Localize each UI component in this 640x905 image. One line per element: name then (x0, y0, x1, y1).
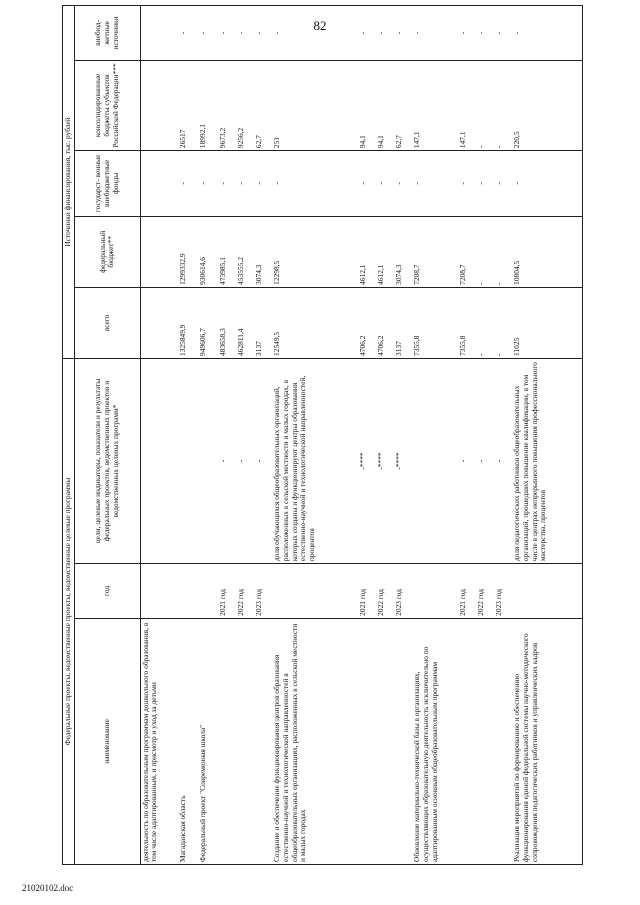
row-year: 2023 год (494, 564, 512, 619)
col-header-total: всего (74, 287, 140, 358)
table-row (236, 6, 254, 865)
row-goal: -**** (394, 358, 412, 563)
row-name (476, 618, 494, 864)
row-total: 4706,2 (358, 287, 376, 358)
row-state-funds (140, 151, 178, 217)
row-regional: 251 (272, 60, 358, 150)
row-name: Создание и обеспечение функционирования центров образования естественно-научной и технологической направленностей в общеобразовательных организациях, расположенных в сельской местности и малых городах (272, 618, 358, 864)
row-state-funds: - (272, 151, 358, 217)
row-goal: -**** (358, 358, 376, 563)
row-total: 1325849,9 (178, 287, 198, 358)
col-header-name: наименование (74, 618, 140, 864)
row-total: 3137 (254, 287, 272, 358)
row-total: - (494, 287, 512, 358)
row-extra: - (236, 6, 254, 61)
row-total: 949606,7 (198, 287, 218, 358)
row-extra (140, 6, 178, 61)
row-name (218, 618, 236, 864)
row-regional: - (494, 60, 512, 150)
page-number: 82 (313, 18, 327, 33)
row-state-funds: - (412, 151, 458, 217)
row-federal: 3074,3 (254, 216, 272, 287)
row-federal: 10804,5 (512, 216, 582, 287)
row-name: Обновление материально-технической базы в организациях, осуществляющих образовательную деятельность исключительно по адаптированным основным общеобразовательным программам (412, 618, 458, 864)
row-total: - (476, 287, 494, 358)
row-state-funds: - (458, 151, 476, 217)
row-extra: - (254, 6, 272, 61)
row-total: 4706,2 (376, 287, 394, 358)
header-group-projects: Федеральные проекты, ведомственные проекты, ведомственные целевые программы (63, 358, 75, 864)
row-year (198, 564, 218, 619)
row-name (458, 618, 476, 864)
table-row (412, 6, 458, 865)
row-extra: - (178, 6, 198, 61)
row-extra: - (198, 6, 218, 61)
row-year: 2021 год (458, 564, 476, 619)
row-year: 2021 год (358, 564, 376, 619)
row-state-funds: - (358, 151, 376, 217)
row-name (236, 618, 254, 864)
row-regional: - (476, 60, 494, 150)
row-federal: 1299332,9 (178, 216, 198, 287)
row-federal: 3074,3 (394, 216, 412, 287)
row-extra: - (476, 6, 494, 61)
row-total: 483658,3 (218, 287, 236, 358)
row-federal: - (494, 216, 512, 287)
table-row (358, 6, 376, 865)
row-name (376, 618, 394, 864)
row-regional: 94,1 (376, 60, 394, 150)
row-total: 12549,5 (272, 287, 358, 358)
table-row (394, 6, 412, 865)
row-federal: 12298,5 (272, 216, 358, 287)
row-goal (198, 358, 218, 563)
row-regional: 26517 (178, 60, 198, 150)
row-federal (140, 216, 178, 287)
col-header-goals: цели, целевые индикаторы, показатели и результаты федеральных проектов, ведомственных проектов и ведомственных целевых программ* (74, 358, 140, 563)
row-total: 462811,4 (236, 287, 254, 358)
col-header-state-funds: государст- венные внебюджетные фонды (74, 151, 140, 217)
row-federal: 4612,1 (358, 216, 376, 287)
table-row (476, 6, 494, 865)
row-state-funds: - (254, 151, 272, 217)
row-goal (178, 358, 198, 563)
document-code: 21020102.doc (22, 883, 74, 893)
col-header-extra: внебюд- жетные источники (74, 6, 140, 61)
row-regional: 9673,2 (218, 60, 236, 150)
row-extra: - (376, 6, 394, 61)
row-year: 2023 год (254, 564, 272, 619)
row-goal: - (458, 358, 476, 563)
row-extra: - (458, 6, 476, 61)
row-state-funds: - (476, 151, 494, 217)
row-name: Реализация мероприятий по формированию и обеспечению функционирования единой федеральной системы научно-методического сопровождения педагогических работников и управленческих кадров (512, 618, 582, 864)
table-row (254, 6, 272, 865)
row-federal: - (476, 216, 494, 287)
row-goal: - (218, 358, 236, 563)
row-name (394, 618, 412, 864)
header-group-funding: Источники финансирования, тыс. рублей (63, 6, 75, 359)
row-year (272, 564, 358, 619)
row-state-funds: - (394, 151, 412, 217)
row-goal: - (494, 358, 512, 563)
rotated-table-container (62, 5, 582, 865)
row-state-funds: - (178, 151, 198, 217)
row-name (494, 618, 512, 864)
row-year (512, 564, 582, 619)
row-total: 3137 (394, 287, 412, 358)
table-row (218, 6, 236, 865)
row-federal: 4612,1 (376, 216, 394, 287)
col-header-regional: консолидированные бюджеты субъектов Российской Федерации*** (74, 60, 140, 150)
row-year: 2023 год (394, 564, 412, 619)
row-year (412, 564, 458, 619)
row-goal: - (476, 358, 494, 563)
row-year (140, 564, 178, 619)
table-row (458, 6, 476, 865)
row-federal: 930614,6 (198, 216, 218, 287)
row-total: 11025 (512, 287, 582, 358)
row-total: 7355,8 (412, 287, 458, 358)
row-extra: - (394, 6, 412, 61)
row-goal: -**** (376, 358, 394, 563)
row-regional: 9256,2 (236, 60, 254, 150)
row-regional: 62,7 (254, 60, 272, 150)
row-regional: 18992,1 (198, 60, 218, 150)
row-name: Федеральный проект "Современная школа" (198, 618, 218, 864)
row-state-funds: - (494, 151, 512, 217)
table-row (272, 6, 358, 865)
row-goal: доля обучающихся общеобразовательных организаций, расположенных в сельской местности и малых городах, в которых созданы и функционируют центры образования естественно-научной и технологической направленностей, процентов (272, 358, 358, 563)
row-extra: - (494, 6, 512, 61)
row-federal: 473985,1 (218, 216, 236, 287)
row-goal: - (236, 358, 254, 563)
row-total (140, 287, 178, 358)
row-regional: 94,1 (358, 60, 376, 150)
row-goal (412, 358, 458, 563)
row-state-funds: - (236, 151, 254, 217)
row-federal: 453555,2 (236, 216, 254, 287)
row-name: Магаданская область (178, 618, 198, 864)
row-year (178, 564, 198, 619)
row-regional: 62,7 (394, 60, 412, 150)
row-state-funds: - (198, 151, 218, 217)
col-header-federal: федеральный бюджет** (74, 216, 140, 287)
row-federal: 7208,7 (412, 216, 458, 287)
col-header-year: год (74, 564, 140, 619)
row-goal (140, 358, 178, 563)
row-total: 7355,8 (458, 287, 476, 358)
row-regional: 220,5 (512, 60, 582, 150)
row-extra: - (512, 6, 582, 61)
row-year: 2022 год (236, 564, 254, 619)
row-extra: - (272, 6, 358, 61)
row-extra: - (358, 6, 376, 61)
funding-table (62, 5, 583, 865)
row-federal: 7208,7 (458, 216, 476, 287)
row-regional: 147,1 (412, 60, 458, 150)
row-goal: доля педагогических работников общеобразовательных организаций, прошедших повышение квалификации, в том числе в центрах непрерывного повышения профессионального мастерства, процентов (512, 358, 582, 563)
row-year: 2022 год (476, 564, 494, 619)
table-row (178, 6, 198, 865)
row-state-funds: - (218, 151, 236, 217)
row-regional (140, 60, 178, 150)
row-name (254, 618, 272, 864)
table-row (494, 6, 512, 865)
row-state-funds: - (376, 151, 394, 217)
table-row (512, 6, 582, 865)
row-name: деятельность по образовательным программам дошкольного образования, в том числе адаптированным, и присмотр и уход за детьми (140, 618, 178, 864)
row-regional: 147,1 (458, 60, 476, 150)
table-row (140, 6, 178, 865)
table-row (198, 6, 218, 865)
row-name (358, 618, 376, 864)
row-year: 2021 год (218, 564, 236, 619)
row-extra: - (218, 6, 236, 61)
row-goal: - (254, 358, 272, 563)
row-year: 2022 год (376, 564, 394, 619)
row-extra: - (412, 6, 458, 61)
row-state-funds: - (512, 151, 582, 217)
table-row (376, 6, 394, 865)
